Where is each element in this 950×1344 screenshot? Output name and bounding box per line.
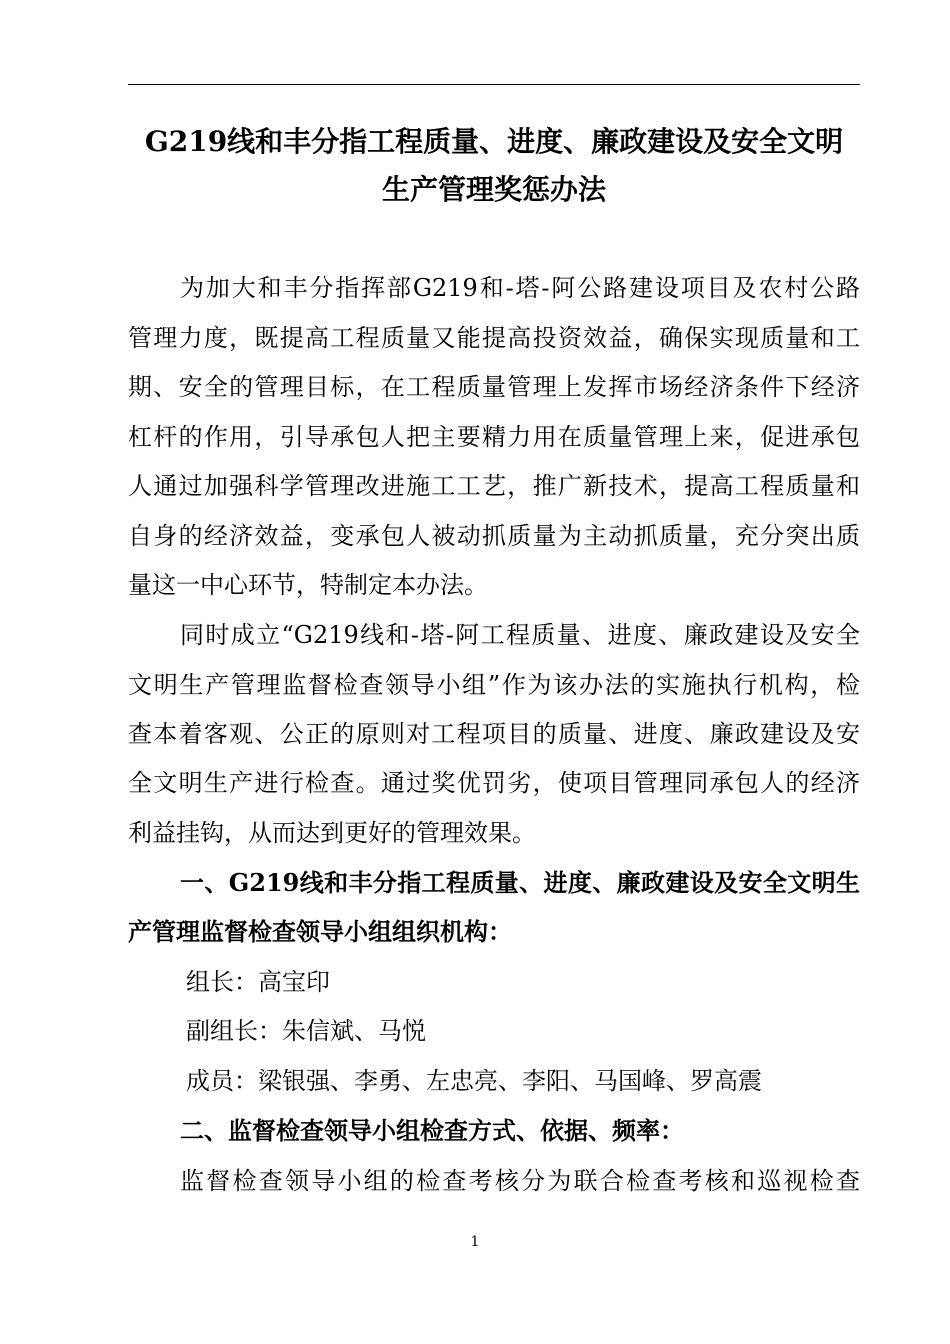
- group-members: 成员：梁银强、李勇、左忠亮、李阳、马国峰、罗高震: [186, 1067, 762, 1095]
- paragraph-2-line-3: 查本着客观、公正的原则对工程项目的质量、进度、廉政建设及安: [128, 720, 860, 748]
- header-rule: [128, 84, 860, 85]
- section-1-heading-line-2: 产管理监督检查领导小组组织机构：: [128, 917, 512, 946]
- section-2-heading: 二、监督检查领导小组检查方式、依据、频率：: [180, 1116, 684, 1145]
- paragraph-2-line-4: 全文明生产进行检查。通过奖优罚劣，使项目管理同承包人的经济: [128, 769, 860, 797]
- document-title-line-2: 生产管理奖惩办法: [381, 173, 606, 206]
- paragraph-1-line-7: 量这一中心环节，特制定本办法。: [128, 571, 488, 599]
- paragraph-1-line-3: 期、安全的管理目标，在工程质量管理上发挥市场经济条件下经济: [128, 373, 860, 401]
- paragraph-1-line-2: 管理力度，既提高工程质量又能提高投资效益，确保实现质量和工: [128, 324, 860, 352]
- paragraph-1-line-5: 人通过加强科学管理改进施工工艺，推广新技术，提高工程质量和: [128, 472, 860, 500]
- document-title-line-1: G219线和丰分指工程质量、进度、廉政建设及安全文明: [144, 125, 844, 158]
- paragraph-3-line-1: 监督检查领导小组的检查考核分为联合检查考核和巡视检查: [180, 1167, 860, 1195]
- paragraph-1-line-6: 自身的经济效益，变承包人被动抓质量为主动抓质量，充分突出质: [128, 522, 860, 550]
- paragraph-2-line-1: 同时成立“G219线和-塔-阿工程质量、进度、廉政建设及安全: [180, 621, 860, 649]
- paragraph-2-line-2: 文明生产管理监督检查领导小组”作为该办法的实施执行机构，检: [128, 671, 860, 699]
- paragraph-1-line-4: 杠杆的作用，引导承包人把主要精力用在质量管理上来，促进承包: [128, 423, 860, 451]
- page-number: 1: [470, 1234, 480, 1250]
- paragraph-2-line-5: 利益挂钩，从而达到更好的管理效果。: [128, 819, 536, 847]
- deputy-leaders: 副组长：朱信斌、马悦: [186, 1017, 426, 1045]
- section-1-heading-line-1: 一、G219线和丰分指工程质量、进度、廉政建设及安全文明生: [180, 868, 860, 897]
- group-leader: 组长：高宝印: [186, 968, 330, 996]
- paragraph-1-line-1: 为加大和丰分指挥部G219和-塔-阿公路建设项目及农村公路: [180, 274, 860, 302]
